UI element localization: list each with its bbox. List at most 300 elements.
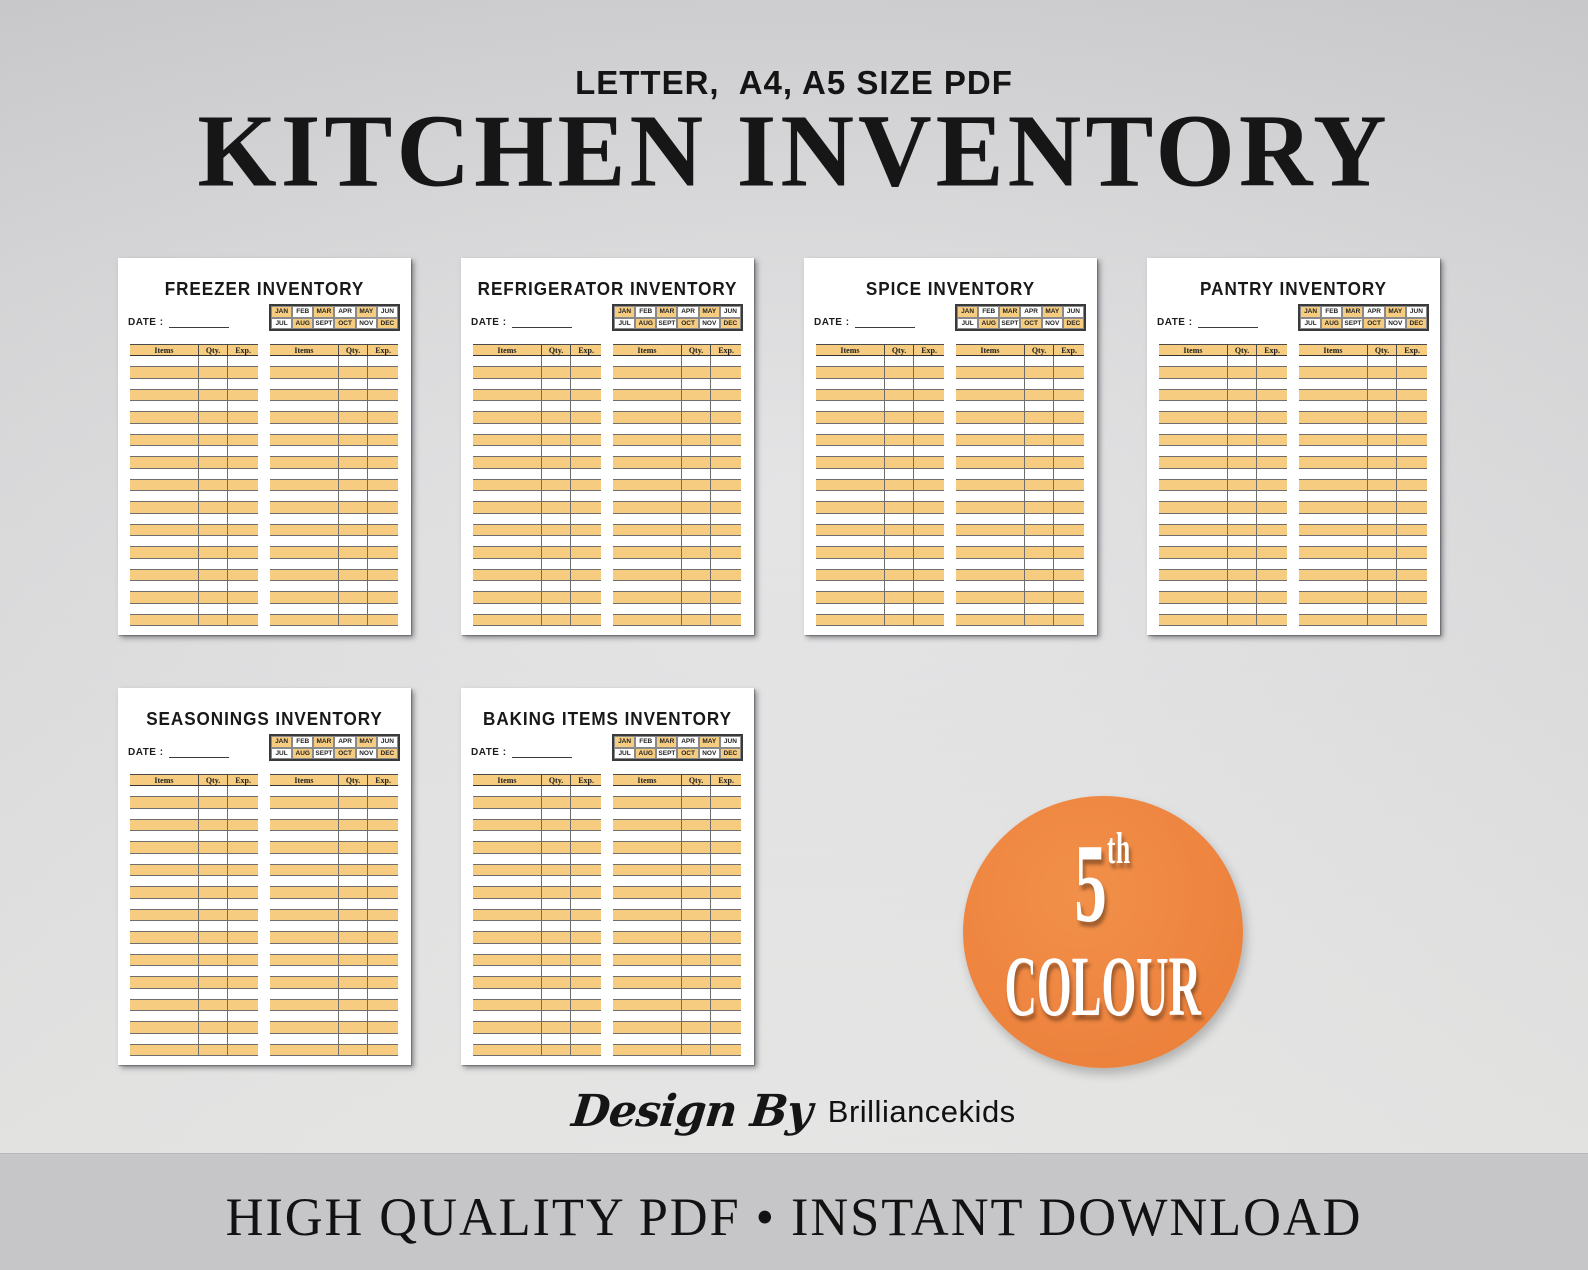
table-row xyxy=(473,977,601,988)
table-cell xyxy=(130,615,198,625)
table-row xyxy=(956,401,1084,412)
table-row xyxy=(816,559,944,570)
table-cell xyxy=(1227,592,1256,602)
column-header-exp: Exp. xyxy=(227,345,258,355)
table-cell xyxy=(130,559,198,569)
table-cell xyxy=(338,424,367,434)
table-cell xyxy=(1159,581,1227,591)
table-cell xyxy=(541,786,570,796)
table-cell xyxy=(338,797,367,807)
table-cell xyxy=(710,932,741,942)
table-header-row xyxy=(270,774,398,786)
table-row xyxy=(1159,570,1287,581)
table-cell xyxy=(956,390,1024,400)
month-cell-mar: MAR xyxy=(1342,306,1363,318)
credit xyxy=(0,1086,1588,1137)
table-row xyxy=(130,615,258,626)
date-row xyxy=(128,317,229,328)
table-cell xyxy=(473,367,541,377)
table-cell xyxy=(130,581,198,591)
column-header-qty: Qty. xyxy=(681,775,710,785)
table-cell xyxy=(681,401,710,411)
table-cell xyxy=(198,412,227,422)
table-cell xyxy=(227,1034,258,1044)
table-cell xyxy=(227,1011,258,1021)
month-grid xyxy=(955,304,1086,331)
date-row xyxy=(1157,317,1258,328)
table-cell xyxy=(1159,525,1227,535)
credit-script: Design By xyxy=(569,1086,815,1137)
table-cell xyxy=(270,932,338,942)
table-cell xyxy=(541,1034,570,1044)
table-cell xyxy=(710,491,741,501)
table-cell xyxy=(541,547,570,557)
table-cell xyxy=(338,592,367,602)
table-cell xyxy=(1227,367,1256,377)
table-row xyxy=(473,921,601,932)
table-cell xyxy=(198,390,227,400)
table-cell xyxy=(473,842,541,852)
month-cell-dec: DEC xyxy=(720,748,741,760)
table-cell xyxy=(710,570,741,580)
table-cell xyxy=(130,412,198,422)
table-cell xyxy=(198,547,227,557)
table-cell xyxy=(1024,480,1053,490)
table-cell xyxy=(198,446,227,456)
table-cell xyxy=(270,604,338,614)
month-cell-jun: JUN xyxy=(377,736,398,748)
table-cell xyxy=(1367,457,1396,467)
table-cell xyxy=(227,525,258,535)
table-cell xyxy=(570,1000,601,1010)
table-cell xyxy=(1053,536,1084,546)
table-cell xyxy=(541,1045,570,1055)
table-cell xyxy=(816,581,884,591)
column-header-exp: Exp. xyxy=(913,345,944,355)
table-cell xyxy=(1227,401,1256,411)
month-cell-sept: SEPT xyxy=(656,748,677,760)
table-cell xyxy=(198,367,227,377)
table-row xyxy=(130,514,258,525)
table-cell xyxy=(710,559,741,569)
table-cell xyxy=(613,604,681,614)
table-cell xyxy=(367,797,398,807)
table-cell xyxy=(570,604,601,614)
table-cell xyxy=(367,944,398,954)
table-cell xyxy=(1024,581,1053,591)
table-cell xyxy=(198,944,227,954)
table-cell xyxy=(913,457,944,467)
table-cell xyxy=(270,966,338,976)
table-row xyxy=(130,412,258,423)
table-cell xyxy=(1256,446,1287,456)
table-cell xyxy=(1053,379,1084,389)
table-cell xyxy=(227,604,258,614)
table-cell xyxy=(681,379,710,389)
table-cell xyxy=(227,367,258,377)
table-cell xyxy=(681,514,710,524)
table-row xyxy=(1299,446,1427,457)
month-cell-may: MAY xyxy=(699,306,720,318)
table-cell xyxy=(613,1022,681,1032)
inventory-sheet xyxy=(461,688,754,1065)
table-row xyxy=(1159,457,1287,468)
table-row xyxy=(473,457,601,468)
table-cell xyxy=(913,424,944,434)
table-cell xyxy=(541,932,570,942)
table-cell xyxy=(913,570,944,580)
table-cell xyxy=(338,525,367,535)
table-cell xyxy=(884,592,913,602)
table-row xyxy=(270,570,398,581)
table-cell xyxy=(613,412,681,422)
table-row xyxy=(956,424,1084,435)
table-row xyxy=(956,457,1084,468)
table-row xyxy=(130,457,258,468)
table-row xyxy=(956,356,1084,367)
table-cell xyxy=(613,899,681,909)
table-cell xyxy=(956,379,1024,389)
table-row xyxy=(613,921,741,932)
table-row xyxy=(1159,604,1287,615)
month-cell-jul: JUL xyxy=(271,318,292,330)
table-cell xyxy=(1024,379,1053,389)
table-cell xyxy=(541,412,570,422)
table-cell xyxy=(338,412,367,422)
table-row xyxy=(1159,581,1287,592)
table-cell xyxy=(613,446,681,456)
table-cell xyxy=(1053,547,1084,557)
table-cell xyxy=(681,865,710,875)
month-cell-jun: JUN xyxy=(1063,306,1084,318)
table-cell xyxy=(710,955,741,965)
table-cell xyxy=(956,446,1024,456)
table-cell xyxy=(884,559,913,569)
table-cell xyxy=(473,469,541,479)
table-cell xyxy=(473,1022,541,1032)
table-cell xyxy=(1396,356,1427,366)
table-cell xyxy=(1299,446,1367,456)
table-cell xyxy=(473,547,541,557)
table-cell xyxy=(681,525,710,535)
table-row xyxy=(613,854,741,865)
table-cell xyxy=(613,876,681,886)
table-cell xyxy=(473,820,541,830)
table-cell xyxy=(270,820,338,830)
table-cell xyxy=(198,809,227,819)
table-cell xyxy=(227,457,258,467)
table-cell xyxy=(541,480,570,490)
table-cell xyxy=(613,525,681,535)
table-cell xyxy=(338,559,367,569)
table-cell xyxy=(710,820,741,830)
table-cell xyxy=(541,910,570,920)
table-cell xyxy=(227,876,258,886)
table-row xyxy=(270,842,398,853)
table-cell xyxy=(1227,570,1256,580)
table-row xyxy=(1159,502,1287,513)
table-cell xyxy=(1159,502,1227,512)
table-row xyxy=(613,457,741,468)
table-row xyxy=(473,1000,601,1011)
table-cell xyxy=(130,921,198,931)
table-row xyxy=(816,570,944,581)
table-cell xyxy=(367,480,398,490)
table-cell xyxy=(1396,424,1427,434)
table-cell xyxy=(816,604,884,614)
table-cell xyxy=(473,581,541,591)
column-header-qty: Qty. xyxy=(198,345,227,355)
table-row xyxy=(1299,559,1427,570)
date-label: DATE : xyxy=(128,747,164,758)
table-row xyxy=(956,469,1084,480)
table-cell xyxy=(1053,604,1084,614)
table-cell xyxy=(473,932,541,942)
table-cell xyxy=(1256,536,1287,546)
table-cell xyxy=(198,820,227,830)
table-cell xyxy=(1159,536,1227,546)
table-row xyxy=(1159,592,1287,603)
inventory-table-right xyxy=(613,344,741,626)
table-row xyxy=(130,480,258,491)
table-cell xyxy=(884,502,913,512)
inventory-table-left xyxy=(130,774,258,1056)
table-row xyxy=(816,536,944,547)
table-row xyxy=(1299,480,1427,491)
table-cell xyxy=(541,899,570,909)
table-row xyxy=(270,854,398,865)
table-row xyxy=(816,446,944,457)
table-cell xyxy=(913,502,944,512)
table-cell xyxy=(1299,525,1367,535)
table-cell xyxy=(913,469,944,479)
table-cell xyxy=(1159,424,1227,434)
table-header-row xyxy=(613,774,741,786)
table-cell xyxy=(227,491,258,501)
table-cell xyxy=(710,809,741,819)
table-cell xyxy=(227,379,258,389)
table-cell xyxy=(198,842,227,852)
table-cell xyxy=(1024,435,1053,445)
table-cell xyxy=(473,390,541,400)
table-cell xyxy=(541,842,570,852)
table-cell xyxy=(270,401,338,411)
column-header-qty: Qty. xyxy=(338,345,367,355)
table-cell xyxy=(473,514,541,524)
table-cell xyxy=(473,457,541,467)
table-cell xyxy=(198,989,227,999)
table-cell xyxy=(570,876,601,886)
month-cell-feb: FEB xyxy=(292,306,313,318)
table-cell xyxy=(1299,502,1367,512)
table-cell xyxy=(227,401,258,411)
table-cell xyxy=(270,390,338,400)
table-cell xyxy=(227,854,258,864)
table-cell xyxy=(570,379,601,389)
month-cell-oct: OCT xyxy=(1363,318,1384,330)
table-row xyxy=(270,412,398,423)
table-cell xyxy=(198,1000,227,1010)
column-header-items: Items xyxy=(980,345,1000,355)
table-cell xyxy=(613,955,681,965)
month-cell-mar: MAR xyxy=(656,306,677,318)
table-cell xyxy=(227,446,258,456)
table-row xyxy=(473,842,601,853)
month-cell-jan: JAN xyxy=(271,306,292,318)
table-cell xyxy=(338,379,367,389)
table-cell xyxy=(710,592,741,602)
table-row xyxy=(270,899,398,910)
table-cell xyxy=(338,491,367,501)
table-cell xyxy=(130,491,198,501)
table-cell xyxy=(681,944,710,954)
table-row xyxy=(613,367,741,378)
table-cell xyxy=(1053,502,1084,512)
table-cell xyxy=(710,910,741,920)
table-cell xyxy=(913,480,944,490)
table-cell xyxy=(570,921,601,931)
table-cell xyxy=(198,424,227,434)
table-row xyxy=(1299,457,1427,468)
table-row xyxy=(473,570,601,581)
table-cell xyxy=(130,977,198,987)
month-cell-aug: AUG xyxy=(978,318,999,330)
table-row xyxy=(1299,525,1427,536)
table-cell xyxy=(681,842,710,852)
table-cell xyxy=(227,809,258,819)
table-row xyxy=(270,910,398,921)
table-cell xyxy=(710,786,741,796)
table-cell xyxy=(570,865,601,875)
table-cell xyxy=(541,446,570,456)
column-header-qty: Qty. xyxy=(338,775,367,785)
table-cell xyxy=(227,480,258,490)
table-row xyxy=(130,446,258,457)
table-cell xyxy=(1367,536,1396,546)
table-row xyxy=(473,379,601,390)
table-cell xyxy=(884,424,913,434)
table-row xyxy=(956,379,1084,390)
table-cell xyxy=(816,469,884,479)
table-row xyxy=(473,1011,601,1022)
table-cell xyxy=(130,446,198,456)
table-row xyxy=(270,921,398,932)
month-cell-may: MAY xyxy=(1042,306,1063,318)
table-row xyxy=(130,831,258,842)
table-row xyxy=(1299,536,1427,547)
table-cell xyxy=(130,502,198,512)
table-cell xyxy=(130,604,198,614)
table-cell xyxy=(473,1045,541,1055)
table-cell xyxy=(956,547,1024,557)
table-row xyxy=(130,854,258,865)
table-cell xyxy=(710,944,741,954)
table-cell xyxy=(710,547,741,557)
table-cell xyxy=(541,1000,570,1010)
table-cell xyxy=(1159,570,1227,580)
table-cell xyxy=(198,797,227,807)
table-cell xyxy=(613,1000,681,1010)
table-row xyxy=(613,514,741,525)
table-cell xyxy=(1299,480,1367,490)
table-cell xyxy=(570,1022,601,1032)
table-row xyxy=(816,379,944,390)
inventory-table-right xyxy=(270,344,398,626)
table-cell xyxy=(570,570,601,580)
table-row xyxy=(816,401,944,412)
table-cell xyxy=(198,955,227,965)
table-cell xyxy=(227,1022,258,1032)
table-cell xyxy=(270,1022,338,1032)
table-cell xyxy=(130,424,198,434)
table-cell xyxy=(541,944,570,954)
table-cell xyxy=(913,536,944,546)
table-cell xyxy=(570,797,601,807)
table-cell xyxy=(570,412,601,422)
date-underline xyxy=(169,748,229,758)
table-cell xyxy=(681,457,710,467)
table-cell xyxy=(1299,514,1367,524)
table-cell xyxy=(1227,379,1256,389)
table-row xyxy=(1159,480,1287,491)
table-cell xyxy=(1053,367,1084,377)
table-row xyxy=(816,514,944,525)
inventory-table-right xyxy=(1299,344,1427,626)
table-cell xyxy=(541,559,570,569)
table-cell xyxy=(1024,457,1053,467)
table-cell xyxy=(956,502,1024,512)
table-cell xyxy=(1024,367,1053,377)
table-row xyxy=(270,581,398,592)
table-cell xyxy=(130,1022,198,1032)
table-cell xyxy=(367,1000,398,1010)
table-cell xyxy=(1024,491,1053,501)
table-cell xyxy=(956,367,1024,377)
table-cell xyxy=(1256,592,1287,602)
table-row xyxy=(130,592,258,603)
table-cell xyxy=(1256,379,1287,389)
table-cell xyxy=(570,547,601,557)
table-cell xyxy=(227,570,258,580)
table-cell xyxy=(1256,480,1287,490)
table-cell xyxy=(710,615,741,625)
table-cell xyxy=(198,581,227,591)
table-cell xyxy=(710,854,741,864)
table-row xyxy=(613,592,741,603)
table-row xyxy=(1159,547,1287,558)
month-grid xyxy=(269,304,400,331)
table-cell xyxy=(270,502,338,512)
table-cell xyxy=(227,944,258,954)
month-cell-oct: OCT xyxy=(334,318,355,330)
table-cell xyxy=(710,446,741,456)
table-cell xyxy=(1396,457,1427,467)
column-header-exp: Exp. xyxy=(710,775,741,785)
table-cell xyxy=(956,435,1024,445)
table-cell xyxy=(541,977,570,987)
table-cell xyxy=(130,547,198,557)
table-row xyxy=(473,390,601,401)
inventory-sheet xyxy=(461,258,754,635)
table-cell xyxy=(338,876,367,886)
month-cell-oct: OCT xyxy=(1020,318,1041,330)
table-cell xyxy=(1053,581,1084,591)
table-row xyxy=(270,786,398,797)
table-cell xyxy=(130,514,198,524)
table-cell xyxy=(570,910,601,920)
table-row xyxy=(1299,424,1427,435)
table-cell xyxy=(1256,457,1287,467)
